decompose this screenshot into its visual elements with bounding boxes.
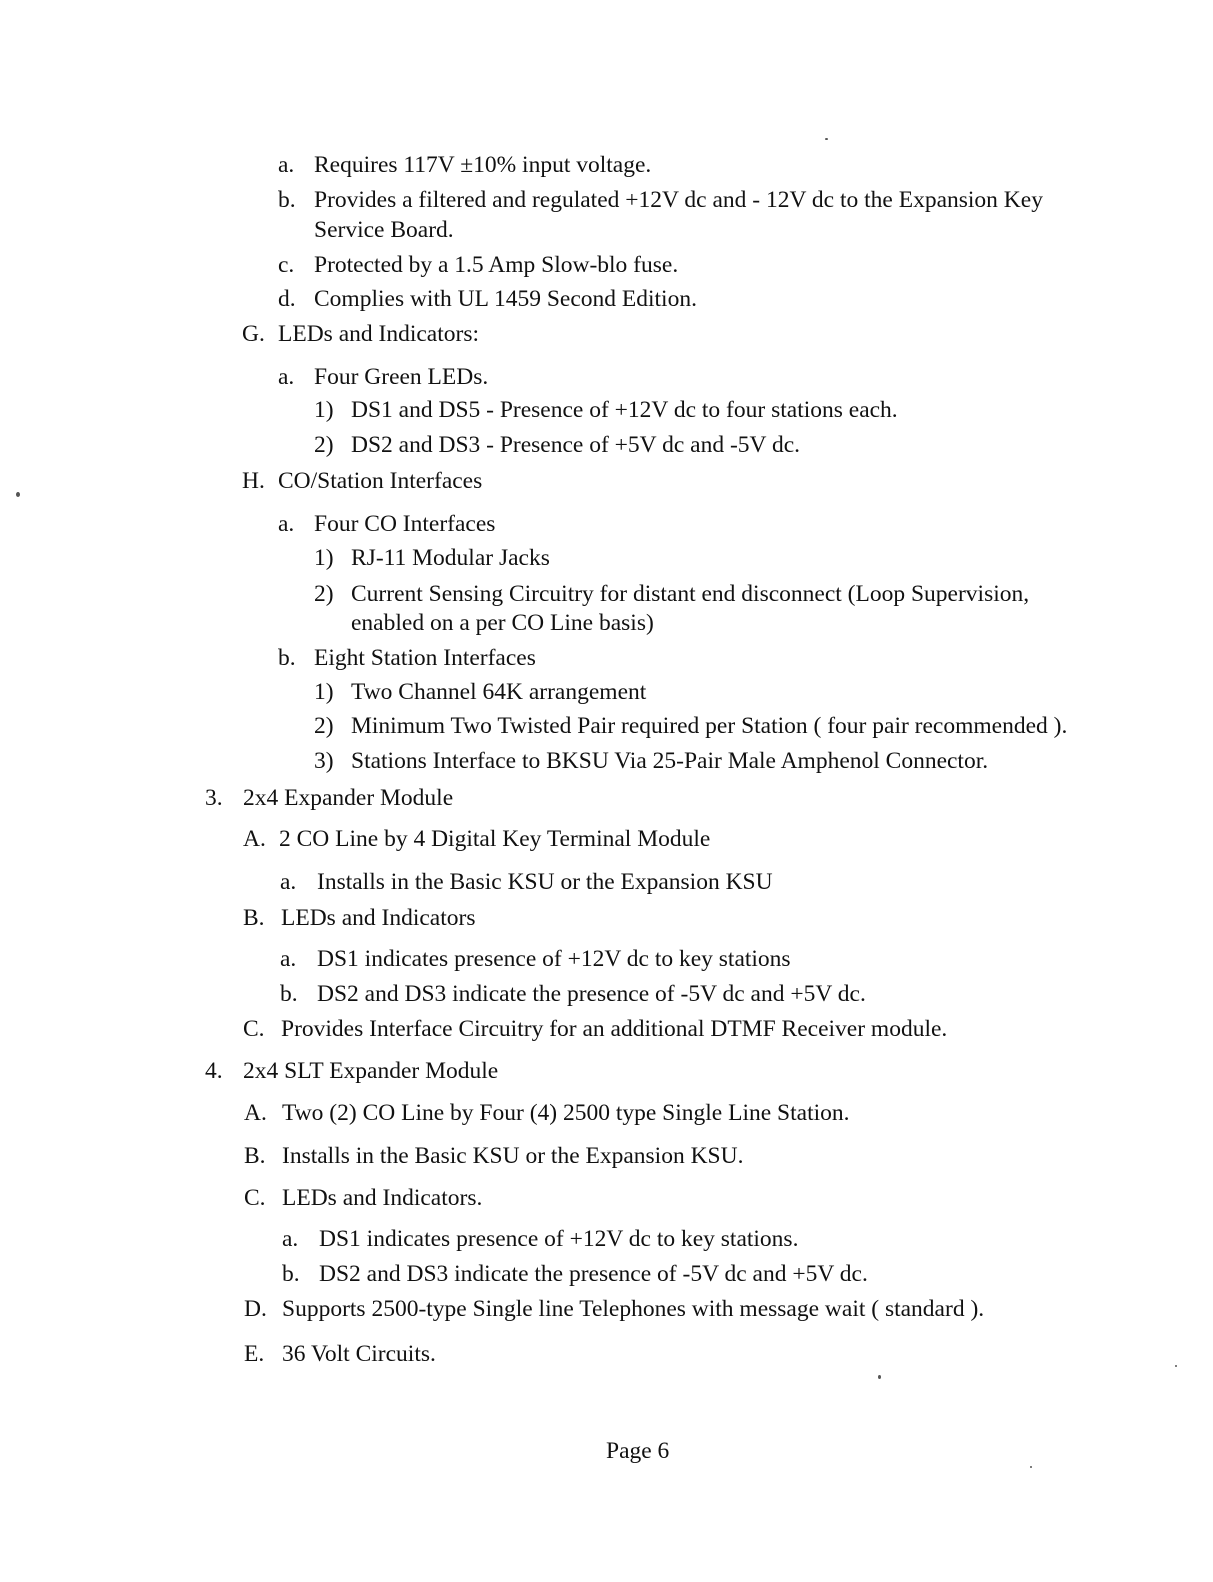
list-item: 1) RJ-11 Modular Jacks [314,545,550,571]
page-number: Page 6 [606,1438,670,1464]
list-item: b. DS2 and DS3 indicate the presence of -5V dc and +5V dc. [280,981,866,1007]
list-item: B. Installs in the Basic KSU or the Expansion KSU. [244,1143,744,1169]
list-item: 3) Stations Interface to BKSU Via 25-Pair Male Amphenol Connector. [314,748,989,774]
list-item: a. DS1 indicates presence of +12V dc to key stations [280,946,791,972]
list-item: B. LEDs and Indicators [243,905,476,931]
section-heading: H. CO/Station Interfaces [242,468,483,494]
list-item: 2) Current Sensing Circuitry for distant end disconnect (Loop Supervision, [314,581,1030,607]
section-heading: G. LEDs and Indicators: [242,321,480,347]
list-item: a. Requires 117V ±10% input voltage. [278,152,652,178]
scan-speck [825,138,828,140]
list-item: a. DS1 indicates presence of +12V dc to key stations. [282,1226,799,1252]
list-item: A. 2 CO Line by 4 Digital Key Terminal Module [243,826,711,852]
list-item: c. Protected by a 1.5 Amp Slow-blo fuse. [278,252,679,278]
list-item: E. 36 Volt Circuits. [244,1341,436,1367]
section-heading: 4. 2x4 SLT Expander Module [205,1058,499,1084]
list-item: A. Two (2) CO Line by Four (4) 2500 type Single Line Station. [244,1100,850,1126]
list-item: b. Provides a filtered and regulated +12V dc and - 12V dc to the Expansion Key [278,187,1043,213]
scan-speck [16,492,20,497]
list-item-continuation: Service Board. [314,217,454,243]
list-item: 2) DS2 and DS3 - Presence of +5V dc and -5V dc. [314,432,801,458]
list-item: D. Supports 2500-type Single line Telephones with message wait ( standard ). [244,1296,985,1322]
scan-speck [1030,1466,1032,1468]
section-heading: 3. 2x4 Expander Module [205,785,454,811]
list-item: b. Eight Station Interfaces [278,645,536,671]
list-item: a. Four Green LEDs. [278,364,489,390]
scan-speck [1175,1365,1177,1367]
list-item: a. Installs in the Basic KSU or the Expansion KSU [280,869,773,895]
list-item: a. Four CO Interfaces [278,511,496,537]
list-item: d. Complies with UL 1459 Second Edition. [278,286,697,312]
list-item: 1) DS1 and DS5 - Presence of +12V dc to four stations each. [314,397,898,423]
list-item-continuation: enabled on a per CO Line basis) [351,610,654,636]
list-item: 1) Two Channel 64K arrangement [314,679,647,705]
list-item: b. DS2 and DS3 indicate the presence of -5V dc and +5V dc. [282,1261,868,1287]
scan-speck [878,1375,881,1379]
list-item: C. LEDs and Indicators. [244,1185,483,1211]
list-item: 2) Minimum Two Twisted Pair required per Station ( four pair recommended ). [314,713,1068,739]
list-item: C. Provides Interface Circuitry for an additional DTMF Receiver module. [243,1016,948,1042]
